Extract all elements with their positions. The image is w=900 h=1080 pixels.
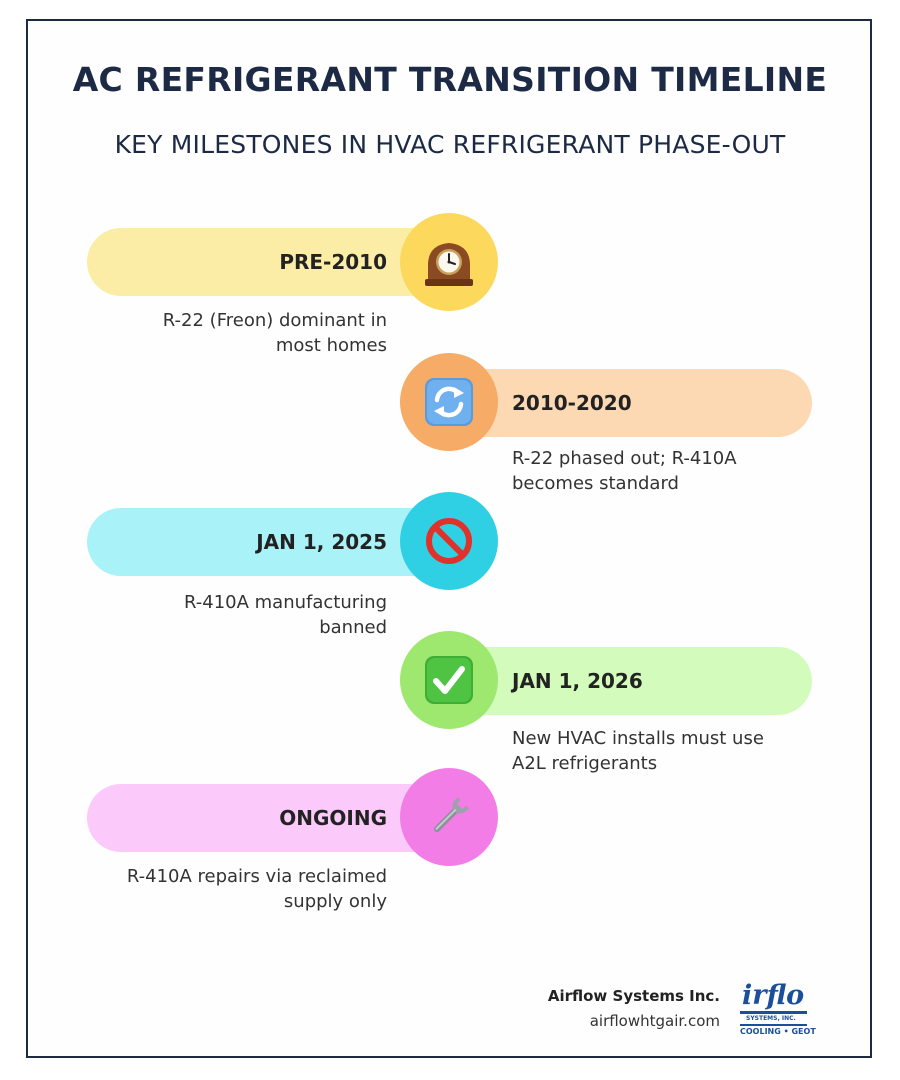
milestone-label: 2010-2020 [512,391,632,415]
desc-line: R-410A manufacturing [183,592,387,613]
company-logo [740,980,816,1038]
milestone-label: PRE-2010 [279,250,387,274]
milestone-label: JAN 1, 2025 [256,530,387,554]
milestone-label: JAN 1, 2026 [512,669,643,693]
milestone-desc-jan-2026 [512,726,812,776]
page-title: AC REFRIGERANT TRANSITION TIMELINE [72,60,828,99]
milestone-desc-2010-2020 [512,446,812,496]
logo-underline [740,1011,807,1014]
milestone-circle-2010-2020 [400,353,498,451]
milestone-label: ONGOING [279,806,387,830]
desc-line: most homes [275,335,387,356]
milestone-desc-pre-2010 [87,308,387,358]
page-subtitle: KEY MILESTONES IN HVAC REFRIGERANT PHASE-OUT [114,130,786,159]
milestone-circle-pre-2010 [400,213,498,311]
logo-band-text: COOLING • GEOT [740,1027,816,1036]
prohibited-icon [424,516,474,566]
refresh-arrows-icon [423,376,475,428]
milestone-circle-jan-2026 [400,631,498,729]
desc-line: supply only [283,891,387,912]
mantel-clock-icon [422,235,476,289]
milestone-desc-ongoing [87,864,387,914]
logo-wordmark: irflo [742,980,805,1011]
desc-line: R-410A repairs via reclaimed [126,866,387,887]
milestone-circle-ongoing [400,768,498,866]
logo-band [740,1024,816,1038]
desc-line: New HVAC installs must use [512,728,764,749]
milestone-desc-jan-2025 [87,590,387,640]
check-mark-icon [423,654,475,706]
logo-subtext: SYSTEMS, INC. [746,1015,796,1022]
desc-line: becomes standard [512,473,679,494]
desc-line: R-22 (Freon) dominant in [162,310,387,331]
footer-company-name: Airflow Systems Inc. [547,987,720,1005]
desc-line: R-22 phased out; R-410A [512,448,737,469]
desc-line: banned [319,617,387,638]
footer-website[interactable]: airflowhtgair.com [589,1012,720,1030]
desc-line: A2L refrigerants [512,753,658,774]
milestone-circle-jan-2025 [400,492,498,590]
wrench-icon [423,791,475,843]
